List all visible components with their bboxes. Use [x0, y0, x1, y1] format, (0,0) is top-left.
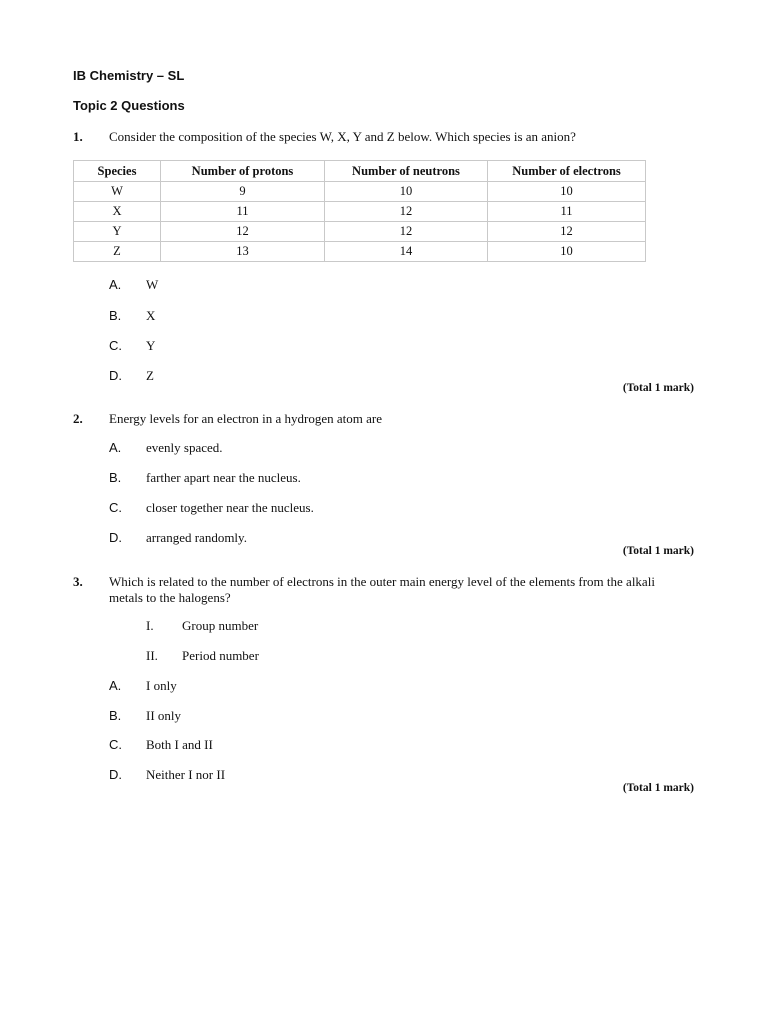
table-cell: Y: [74, 222, 161, 242]
q3-total-mark: (Total 1 mark): [622, 782, 694, 794]
q2-option-c-text: closer together near the nucleus.: [146, 500, 314, 515]
q3-statement-2-numeral: II.: [146, 648, 158, 663]
question-3-number: 3.: [73, 574, 83, 589]
q1-option-c-letter: C.: [109, 338, 122, 353]
species-table: [73, 160, 646, 262]
q3-option-a-text: I only: [146, 678, 177, 693]
q2-option-d-letter: D.: [109, 530, 122, 545]
table-row: [74, 242, 646, 262]
table-cell: 10: [488, 182, 646, 202]
table-cell: 11: [488, 202, 646, 222]
q3-option-d-text: Neither I nor II: [146, 767, 226, 782]
table-cell: 10: [325, 182, 488, 202]
table-header-cell: Species: [74, 161, 161, 182]
q2-option-c-letter: C.: [109, 500, 122, 515]
q1-option-b-letter: B.: [109, 308, 122, 323]
question-2-text: Energy levels for an electron in a hydrogen atom are: [109, 411, 383, 426]
q2-option-a-text: evenly spaced.: [146, 440, 223, 455]
table-cell: 13: [161, 242, 325, 262]
q3-option-a-letter: A.: [109, 678, 122, 693]
question-1-text: Consider the composition of the species W, X, Y and Z below. Which species is an anion?: [109, 129, 576, 144]
table-header-row: [74, 161, 646, 182]
document-title: IB Chemistry – SL: [73, 68, 185, 83]
table-cell: Z: [74, 242, 161, 262]
q1-option-d-text: Z: [146, 368, 154, 383]
q1-option-d-letter: D.: [109, 368, 122, 383]
q1-option-c-text: Y: [146, 338, 156, 353]
table-header-cell: Number of protons: [161, 161, 325, 182]
table-row: [74, 222, 646, 242]
document-subtitle: Topic 2 Questions: [73, 98, 185, 113]
table-cell: 12: [488, 222, 646, 242]
q2-option-b-letter: B.: [109, 470, 122, 485]
q3-option-d-letter: D.: [109, 767, 122, 782]
q2-total-mark: (Total 1 mark): [622, 545, 694, 557]
q2-option-b-text: farther apart near the nucleus.: [146, 470, 301, 485]
table-cell: 10: [488, 242, 646, 262]
table-row: [74, 182, 646, 202]
q1-option-a-letter: A.: [109, 277, 122, 292]
q1-total-mark: (Total 1 mark): [622, 382, 694, 394]
question-1-number: 1.: [73, 129, 83, 144]
table-cell: 12: [161, 222, 325, 242]
table-row: [74, 202, 646, 222]
table-cell: W: [74, 182, 161, 202]
question-3-text: Which is related to the number of electrons in the outer main energy level of the elements from the alkali metals to the halogens?: [109, 574, 655, 605]
table-header-cell: Number of neutrons: [325, 161, 488, 182]
table-cell: X: [74, 202, 161, 222]
table-cell: 14: [325, 242, 488, 262]
q2-option-d-text: arranged randomly.: [146, 530, 247, 545]
table-cell: 12: [325, 222, 488, 242]
q3-statement-1-text: Group number: [182, 618, 259, 633]
q3-option-b-letter: B.: [109, 708, 122, 723]
table-cell: 12: [325, 202, 488, 222]
table-cell: 11: [161, 202, 325, 222]
question-2-number: 2.: [73, 411, 83, 426]
q3-statement-2-text: Period number: [182, 648, 259, 663]
q3-statement-1-numeral: I.: [146, 618, 154, 633]
q1-option-b-text: X: [146, 308, 156, 323]
q3-option-c-letter: C.: [109, 737, 122, 752]
q3-option-c-text: Both I and II: [146, 737, 213, 752]
q3-option-b-text: II only: [146, 708, 182, 723]
table-cell: 9: [161, 182, 325, 202]
q2-option-a-letter: A.: [109, 440, 122, 455]
q1-option-a-text: W: [146, 277, 159, 292]
table-header-cell: Number of electrons: [488, 161, 646, 182]
